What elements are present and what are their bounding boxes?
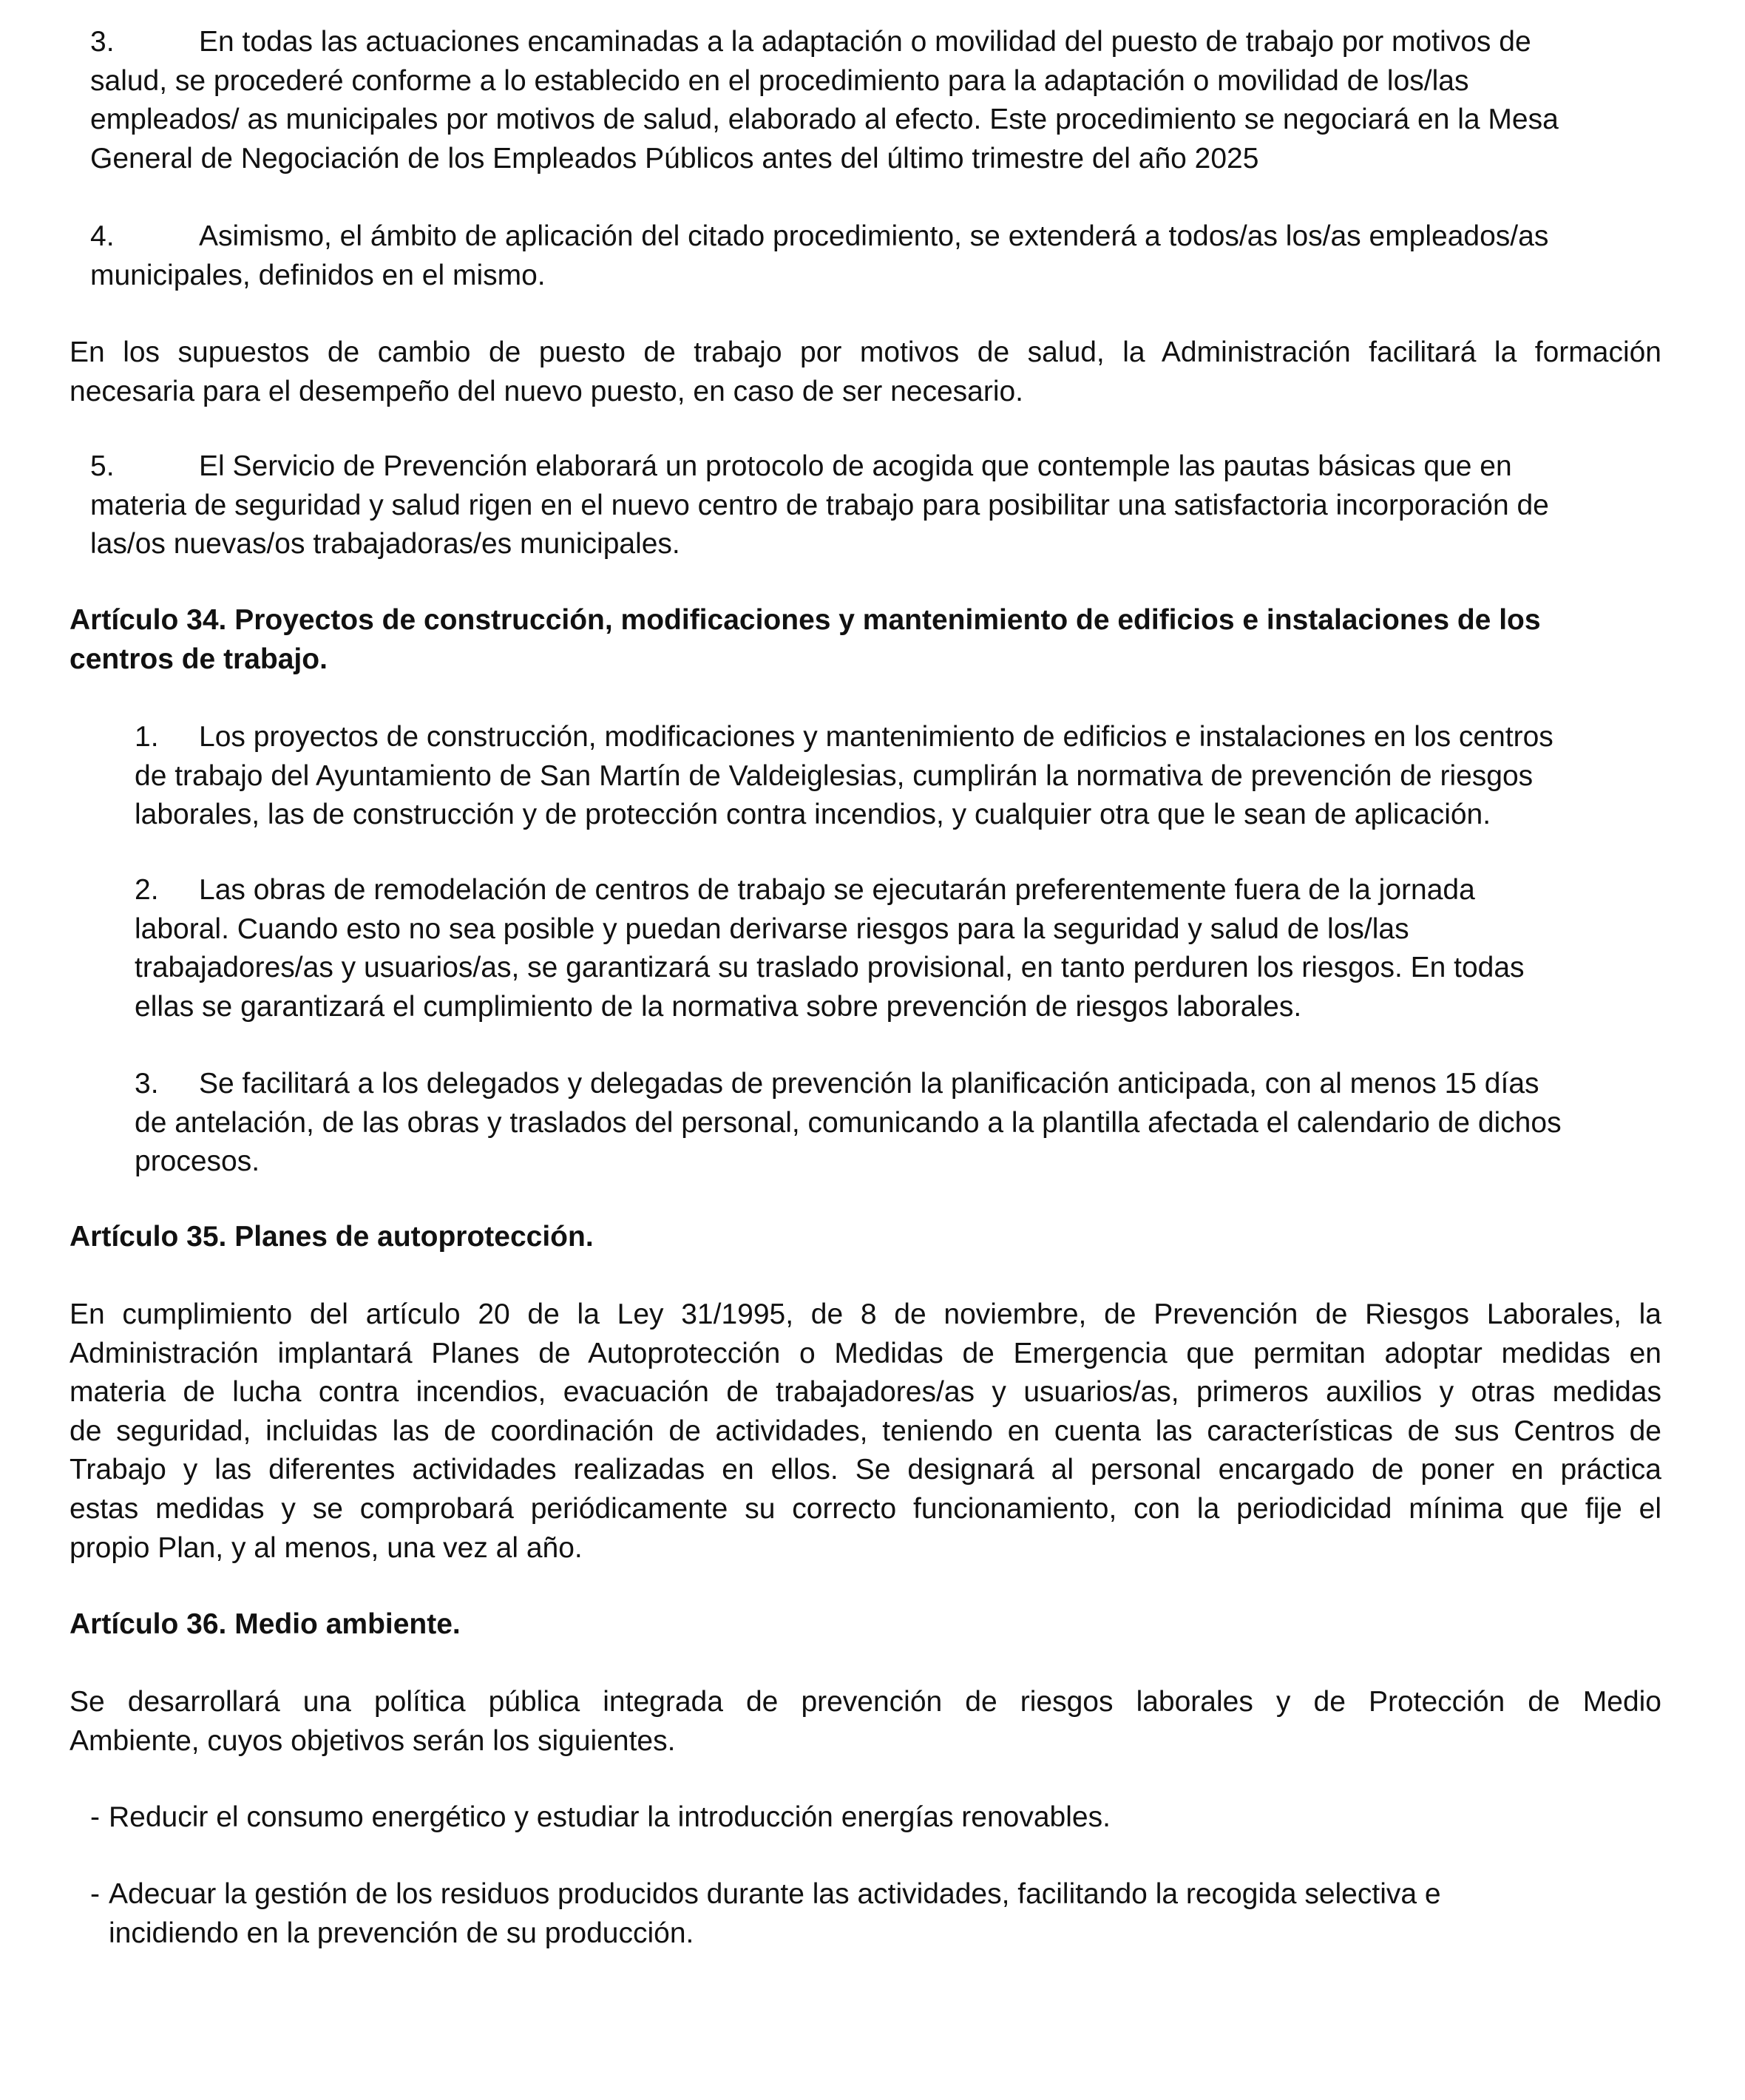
text-line: materia de lucha contra incendios, evacuación de trabajadores/as y usuarios/as, primeros auxilios y otras medidas xyxy=(70,1376,1661,1409)
text-line: empleados/ as municipales por motivos de salud, elaborado al efecto. Este procedimiento se negociará en la Mesa xyxy=(90,104,1559,136)
list-marker: - xyxy=(90,1801,100,1833)
text-line: incidiendo en la prevención de su producción. xyxy=(109,1917,694,1949)
list-marker: 3. xyxy=(135,1068,159,1100)
text-line: Administración implantará Planes de Autoprotección o Medidas de Emergencia que permitan adoptar medidas en xyxy=(70,1337,1661,1369)
text-line: procesos. xyxy=(135,1145,260,1178)
list-marker: 3. xyxy=(90,26,115,58)
text-line: Asimismo, el ámbito de aplicación del citado procedimiento, se extenderá a todos/as los/as empleados/as xyxy=(199,220,1549,252)
list-marker: 1. xyxy=(135,721,159,753)
text-line: ellas se garantizará el cumplimiento de la normativa sobre prevención de riesgos laborales. xyxy=(135,990,1302,1023)
text-line: En todas las actuaciones encaminadas a la adaptación o movilidad del puesto de trabajo por motivos de xyxy=(199,26,1531,58)
text-line: laboral. Cuando esto no sea posible y puedan derivarse riesgos para la seguridad y salud de los/las xyxy=(135,912,1409,945)
text-line: En cumplimiento del artículo 20 de la Ley 31/1995, de 8 de noviembre, de Prevención de Riesgos Laborales, la xyxy=(70,1298,1661,1330)
text-line: estas medidas y se comprobará periódicamente su correcto funcionamiento, con la periodicidad mínima que fije el xyxy=(70,1493,1661,1525)
list-marker: - xyxy=(90,1878,100,1910)
list-marker: 2. xyxy=(135,874,159,906)
text-line: laborales, las de construcción y de protección contra incendios, y cualquier otra que le sean de aplicación. xyxy=(135,799,1491,831)
text-line: salud, se procederé conforme a lo establecido en el procedimiento para la adaptación o movilidad de los/las xyxy=(90,64,1469,97)
text-line: municipales, definidos en el mismo. xyxy=(90,259,546,291)
text-line: necesaria para el desempeño del nuevo puesto, en caso de ser necesario. xyxy=(70,375,1024,407)
text-line: Artículo 36. Medio ambiente. xyxy=(70,1608,461,1640)
text-line: centros de trabajo. xyxy=(70,643,328,675)
text-line: El Servicio de Prevención elaborará un protocolo de acogida que contemple las pautas básicas que en xyxy=(199,450,1512,482)
text-line: En los supuestos de cambio de puesto de trabajo por motivos de salud, la Administración facilitará la formación xyxy=(70,336,1661,368)
text-line: Trabajo y las diferentes actividades realizadas en ellos. Se designará al personal encargado de poner en práctica xyxy=(70,1454,1661,1486)
list-marker: 5. xyxy=(90,450,115,482)
text-line: Ambiente, cuyos objetivos serán los siguientes. xyxy=(70,1724,676,1757)
text-line: General de Negociación de los Empleados Públicos antes del último trimestre del año 2025 xyxy=(90,142,1259,175)
text-line: Los proyectos de construcción, modificaciones y mantenimiento de edificios e instalaciones en los centros xyxy=(199,721,1553,753)
list-marker: 4. xyxy=(90,220,115,252)
text-line: Artículo 34. Proyectos de construcción, modificaciones y mantenimiento de edificios e instalaciones de los xyxy=(70,604,1541,636)
text-line: Artículo 35. Planes de autoprotección. xyxy=(70,1221,594,1253)
text-line: de seguridad, incluidas las de coordinación de actividades, teniendo en cuenta las características de sus Centros de xyxy=(70,1415,1661,1447)
text-line: de antelación, de las obras y traslados del personal, comunicando a la plantilla afectada el calendario de dichos xyxy=(135,1106,1562,1139)
text-line: Reducir el consumo energético y estudiar la introducción energías renovables. xyxy=(109,1801,1111,1833)
text-line: Se facilitará a los delegados y delegadas de prevención la planificación anticipada, con al menos 15 días xyxy=(199,1068,1539,1100)
text-line: las/os nuevas/os trabajadoras/es municipales. xyxy=(90,528,680,560)
text-line: Adecuar la gestión de los residuos producidos durante las actividades, facilitando la recogida selectiva e xyxy=(109,1878,1441,1910)
text-line: de trabajo del Ayuntamiento de San Martín de Valdeiglesias, cumplirán la normativa de prevención de riesgos xyxy=(135,759,1534,792)
text-line: Se desarrollará una política pública integrada de prevención de riesgos laborales y de Protección de Medio xyxy=(70,1686,1661,1718)
text-line: propio Plan, y al menos, una vez al año. xyxy=(70,1531,583,1564)
text-line: Las obras de remodelación de centros de trabajo se ejecutarán preferentemente fuera de la jornada xyxy=(199,874,1475,906)
text-line: materia de seguridad y salud rigen en el nuevo centro de trabajo para posibilitar una satisfactoria incorporación de xyxy=(90,489,1549,521)
text-line: trabajadores/as y usuarios/as, se garantizará su traslado provisional, en tanto perduren los riesgos. En todas xyxy=(135,952,1525,984)
